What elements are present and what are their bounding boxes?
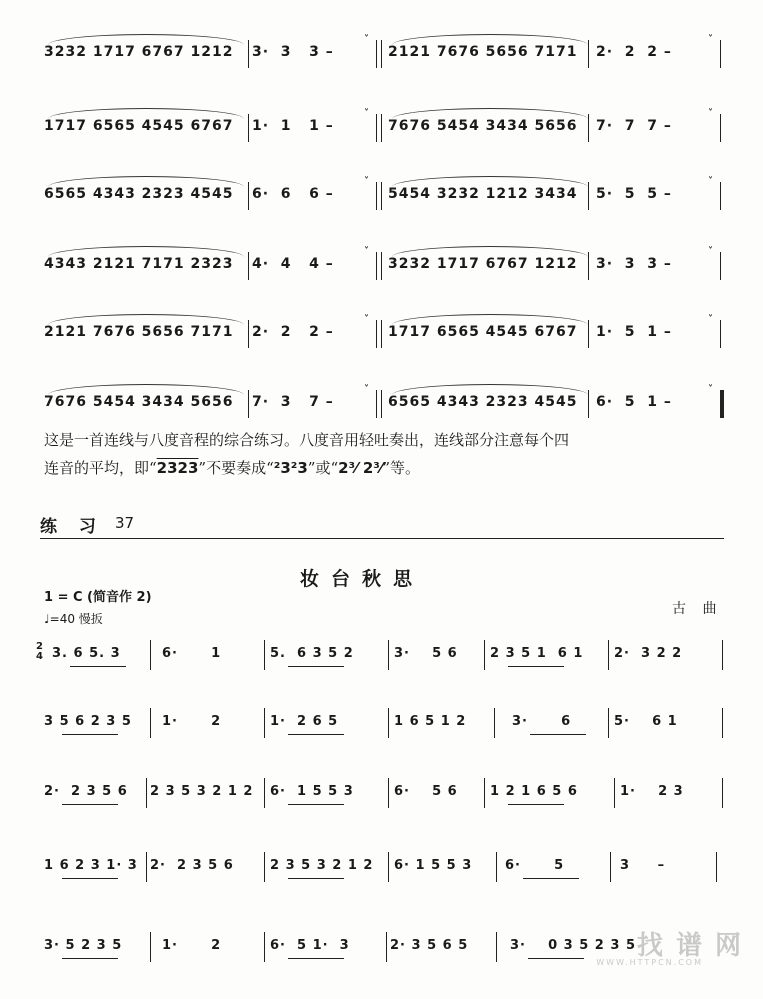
exercise-measure: 1717 6565 4545 6767 — [388, 324, 578, 340]
key-signature: 1 = C (简音作 2) — [44, 590, 152, 605]
beat-underline — [288, 666, 344, 667]
barline — [248, 40, 249, 68]
exercise-measure: 2· 2 2 – — [596, 44, 672, 60]
exercise-measure: 1· 1 1 – — [252, 118, 334, 134]
breath-mark: ˅ — [364, 34, 369, 45]
exercise-measure: 7676 5454 3434 5656 — [44, 394, 234, 410]
song-measure: 3· 5 6 — [394, 646, 458, 661]
barline — [264, 640, 265, 670]
beat-underline — [288, 734, 344, 735]
barline — [388, 852, 389, 882]
song-measure: 2· 2 3 5 6 — [150, 858, 234, 873]
barline — [588, 390, 589, 418]
song-measure: 6· 5 1· 3 — [270, 938, 350, 953]
barline — [376, 182, 377, 210]
exercise-measure: 4· 4 4 – — [252, 256, 334, 272]
exercise-measure: 6565 4343 2323 4545 — [388, 394, 578, 410]
barline — [388, 640, 389, 670]
exercise-measure: 3· 3 3 – — [596, 256, 672, 272]
song-measure: 3· 0 3 5 2 3 5 — [510, 938, 636, 953]
barline — [484, 640, 485, 670]
breath-mark: ˅ — [708, 314, 713, 325]
breath-mark: ˅ — [364, 384, 369, 395]
time-signature-bottom: 4 — [36, 651, 43, 662]
slur-mark — [48, 34, 244, 45]
beat-underline — [62, 878, 118, 879]
beat-underline — [70, 666, 126, 667]
slur-mark — [48, 314, 244, 325]
explanation-line-1: 这是一首连线与八度音程的综合练习。八度音用轻吐奏出，连线部分注意每个四 — [44, 431, 570, 449]
exercise-measure: 3· 3 3 – — [252, 44, 334, 60]
song-measure: 2 3 5 3 2 1 2 — [150, 784, 254, 799]
song-origin: 古 曲 — [672, 601, 723, 617]
breath-mark: ˅ — [708, 246, 713, 257]
song-row — [0, 704, 763, 754]
barline — [376, 390, 377, 418]
song-measure: 1 6 2 3 1· 3 — [44, 858, 138, 873]
barline — [146, 852, 147, 882]
song-measure: 2· 3 2 2 — [614, 646, 683, 661]
exercise-measure: 2121 7676 5656 7171 — [44, 324, 234, 340]
barline — [588, 40, 589, 68]
barline — [720, 252, 721, 280]
song-measure: 5. 6 3 5 2 — [270, 646, 354, 661]
barline — [376, 40, 377, 68]
barline — [720, 182, 721, 210]
beat-underline — [288, 878, 344, 879]
exercise-measure: 4343 2121 7171 2323 — [44, 256, 234, 272]
exercise-measure: 6· 6 6 – — [252, 186, 334, 202]
barline — [720, 40, 721, 68]
barline — [484, 778, 485, 808]
song-measure: 3· 6 — [512, 714, 572, 729]
section-number: 37 — [115, 514, 135, 532]
breath-mark: ˅ — [708, 108, 713, 119]
barline — [722, 640, 723, 670]
barline — [248, 252, 249, 280]
song-measure: 1· 2 — [162, 714, 222, 729]
time-signature-top: 2 — [36, 641, 43, 652]
barline — [376, 252, 377, 280]
song-measure: 2· 2 3 5 6 — [44, 784, 128, 799]
exercise-measure: 3232 1717 6767 1212 — [44, 44, 234, 60]
song-measure: 1· 2 3 — [620, 784, 684, 799]
tempo-marking: ♩=40 慢扳 — [44, 612, 103, 626]
song-row — [0, 774, 763, 824]
breath-mark: ˅ — [364, 176, 369, 187]
breath-mark: ˅ — [708, 384, 713, 395]
barline — [264, 852, 265, 882]
slur-mark — [392, 34, 588, 45]
barline — [388, 778, 389, 808]
barline — [150, 640, 151, 670]
slur-mark — [48, 246, 244, 257]
breath-mark: ˅ — [364, 314, 369, 325]
exercise-measure: 6· 5 1 – — [596, 394, 672, 410]
exercise-measure: 5454 3232 1212 3434 — [388, 186, 578, 202]
barline — [496, 932, 497, 962]
barline — [376, 114, 377, 142]
song-measure: 2 3 5 3 2 1 2 — [270, 858, 374, 873]
barline — [376, 320, 377, 348]
breath-mark: ˅ — [364, 246, 369, 257]
explanation-line-2: 连音的平均，即“2323”不要奏成“²3²3”或“2³⁄ 2³⁄”等。 — [44, 459, 421, 477]
song-measure: 6· 5 6 — [394, 784, 458, 799]
slur-mark — [392, 108, 588, 119]
song-measure: 1 2 1 6 5 6 — [490, 784, 578, 799]
song-measure: 1· 2 6 5 — [270, 714, 339, 729]
beat-underline — [288, 804, 344, 805]
exercise-measure: 7676 5454 3434 5656 — [388, 118, 578, 134]
exercise-row — [0, 378, 763, 428]
watermark-site: WWW.HTTPCN.COM — [596, 958, 703, 967]
song-title: 妆台秋思 — [300, 568, 425, 590]
beat-underline — [508, 666, 564, 667]
barline — [264, 778, 265, 808]
exercise-row — [0, 170, 763, 220]
exercise-row — [0, 102, 763, 152]
barline — [248, 390, 249, 418]
barline — [720, 114, 721, 142]
song-measure: 6· 1 5 5 3 — [394, 858, 473, 873]
barline — [588, 320, 589, 348]
time-signature — [36, 642, 43, 662]
exercise-measure: 5· 5 5 – — [596, 186, 672, 202]
slur-mark — [48, 108, 244, 119]
song-measure: 6· 1 — [162, 646, 222, 661]
breath-mark: ˅ — [708, 176, 713, 187]
song-measure: 6· 5 — [505, 858, 565, 873]
beat-underline — [62, 804, 118, 805]
breath-mark: ˅ — [708, 34, 713, 45]
barline — [722, 708, 723, 738]
song-measure: 3 5 6 2 3 5 — [44, 714, 132, 729]
barline — [494, 708, 495, 738]
barline — [588, 252, 589, 280]
barline — [150, 708, 151, 738]
barline — [614, 778, 615, 808]
barline — [722, 778, 723, 808]
barline — [588, 114, 589, 142]
song-measure: 1· 2 — [162, 938, 222, 953]
barline — [588, 182, 589, 210]
song-row — [0, 848, 763, 898]
exercise-measure: 1717 6565 4545 6767 — [44, 118, 234, 134]
exercise-row — [0, 28, 763, 78]
barline — [388, 708, 389, 738]
song-measure: 3. 6 5. 3 — [52, 646, 121, 661]
slur-mark — [392, 384, 588, 395]
beat-underline — [62, 734, 118, 735]
barline — [496, 852, 497, 882]
song-measure: 2· 3 5 6 5 — [390, 938, 469, 953]
slur-mark — [48, 384, 244, 395]
barline — [716, 852, 717, 882]
song-row — [0, 636, 763, 686]
slur-mark — [392, 176, 588, 187]
section-divider — [40, 538, 724, 539]
barline — [150, 932, 151, 962]
exercise-row — [0, 240, 763, 290]
exercise-measure: 3232 1717 6767 1212 — [388, 256, 578, 272]
barline — [720, 390, 724, 418]
explanation-paragraph — [44, 426, 734, 482]
slur-mark — [392, 314, 588, 325]
song-measure: 3 – — [620, 858, 666, 873]
barline — [248, 320, 249, 348]
barline — [248, 114, 249, 142]
song-measure: 2 3 5 1 6 1 — [490, 646, 584, 661]
exercise-row — [0, 308, 763, 358]
barline — [264, 932, 265, 962]
exercise-measure: 7· 3 7 – — [252, 394, 334, 410]
exercise-measure: 6565 4343 2323 4545 — [44, 186, 234, 202]
barline — [610, 852, 611, 882]
exercise-measure: 1· 5 1 – — [596, 324, 672, 340]
song-measure: 3· 5 2 3 5 — [44, 938, 123, 953]
song-measure: 1 6 5 1 2 — [394, 714, 467, 729]
beat-underline — [530, 734, 586, 735]
barline — [608, 640, 609, 670]
beat-underline — [508, 804, 564, 805]
barline — [608, 708, 609, 738]
barline — [248, 182, 249, 210]
beat-underline — [523, 878, 579, 879]
barline — [146, 778, 147, 808]
song-measure: 6· 1 5 5 3 — [270, 784, 354, 799]
watermark-logo: 找 谱 网 — [636, 931, 743, 961]
slur-mark — [392, 246, 588, 257]
barline — [264, 708, 265, 738]
barline — [720, 320, 721, 348]
beat-underline — [528, 958, 584, 959]
exercise-measure: 7· 7 7 – — [596, 118, 672, 134]
slur-mark — [48, 176, 244, 187]
exercise-measure: 2· 2 2 – — [252, 324, 334, 340]
exercise-measure: 2121 7676 5656 7171 — [388, 44, 578, 60]
song-measure: 5· 6 1 — [614, 714, 678, 729]
beat-underline — [62, 958, 118, 959]
beat-underline — [288, 958, 344, 959]
section-label: 练 习 — [40, 517, 104, 537]
barline — [386, 932, 387, 962]
breath-mark: ˅ — [364, 108, 369, 119]
